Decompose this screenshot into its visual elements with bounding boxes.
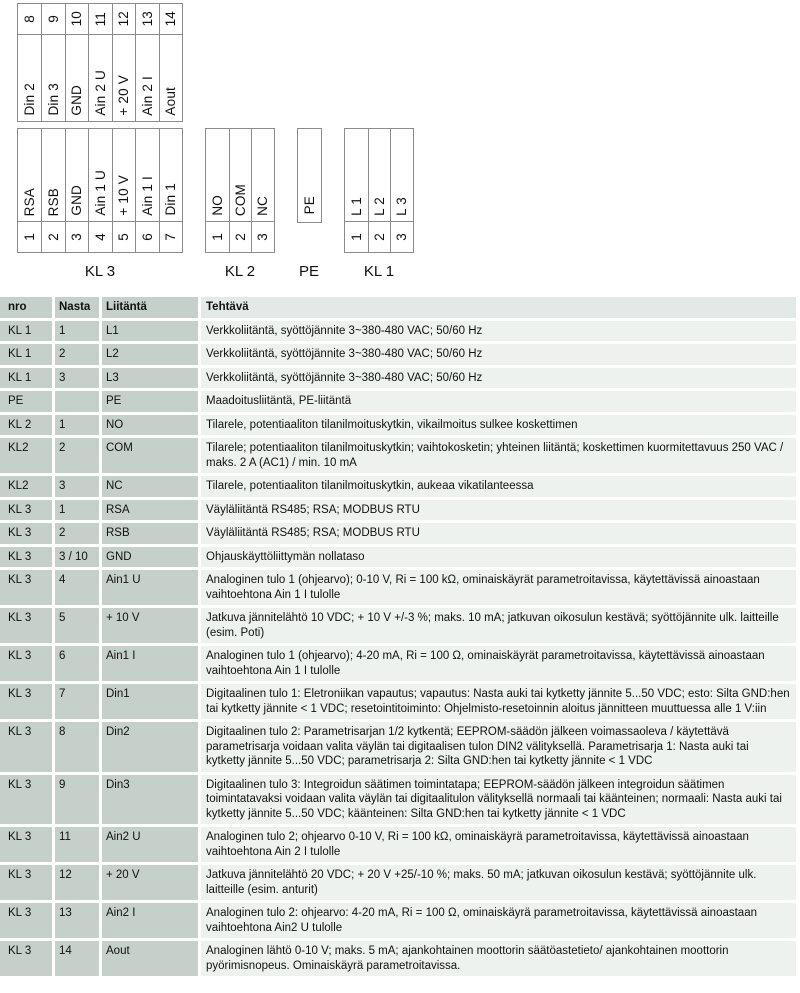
table-cell: Väyläliitäntä RS485; RSA; MODBUS RTU bbox=[201, 523, 796, 544]
terminal-label-cell-text: Din 2 bbox=[21, 83, 37, 116]
terminal-label-cell bbox=[88, 34, 111, 121]
terminal-label-cell bbox=[345, 129, 368, 221]
table-cell: 4 bbox=[55, 570, 99, 605]
terminal-number-cell bbox=[112, 4, 135, 34]
terminal-label-cell bbox=[88, 129, 111, 221]
terminal-number-cell-text: 8 bbox=[21, 15, 37, 23]
table-cell: Maadoitusliitäntä, PE-liitäntä bbox=[201, 391, 796, 412]
kl1-terminal-strip bbox=[344, 128, 414, 253]
table-cell: Din3 bbox=[102, 775, 198, 825]
table-cell: 3 bbox=[55, 368, 99, 389]
kl3-lower-terminal-strip bbox=[17, 128, 183, 253]
table-cell: Ain2 I bbox=[102, 903, 198, 938]
terminal-number-cell-text: 11 bbox=[92, 11, 108, 27]
table-cell: 7 bbox=[55, 684, 99, 719]
terminal-number-cell bbox=[41, 221, 64, 252]
table-cell: KL 3 bbox=[0, 775, 52, 825]
terminal-label-cell bbox=[159, 129, 182, 221]
table-cell: PE bbox=[0, 391, 52, 412]
table-cell: Verkkoliitäntä, syöttöjännite 3~380-480 VAC; 50/60 Hz bbox=[201, 344, 796, 365]
terminal-label-cell-text: Aout bbox=[163, 87, 179, 116]
terminal-number-cell-text: 3 bbox=[394, 233, 410, 241]
terminal-number-cell bbox=[88, 4, 111, 34]
terminal-number-cell-text: 2 bbox=[45, 233, 61, 241]
table-cell: + 10 V bbox=[102, 608, 198, 643]
table-cell: PE bbox=[102, 391, 198, 412]
pe-terminal bbox=[297, 128, 322, 223]
terminal-label-cell-text: Ain 2 I bbox=[139, 76, 155, 116]
terminal-label-cell-text: Ain 2 U bbox=[92, 70, 108, 116]
kl2-terminal-strip bbox=[205, 128, 275, 253]
terminal-label-cell-text: + 10 V bbox=[116, 175, 132, 216]
table-cell: Verkkoliitäntä, syöttöjännite 3~380-480 VAC; 50/60 Hz bbox=[201, 368, 796, 389]
terminal-number-cell-text: 2 bbox=[371, 233, 387, 241]
table-cell: KL 3 bbox=[0, 547, 52, 568]
table-cell: Ohjauskäyttöliittymän nollataso bbox=[201, 547, 796, 568]
terminal-label-cell-text: NO bbox=[209, 195, 225, 216]
table-cell: Digitaalinen tulo 2: Parametrisarjan 1/2 kytkentä; EEPROM-säädön jälkeen voimassaoleva / käytettävä parametrisarja voidaan valita väylän tai digitaalisen tulon DIN2 välityksellä. Parametrisarja 1: Nasta auki tai kytketty jännite 5...50 VDC; parametrisarja 2: Silta GND:hen tai kytketty jännite < 1 VDC bbox=[201, 722, 796, 772]
terminal-label-cell bbox=[229, 129, 252, 221]
terminal-label-cell bbox=[65, 129, 88, 221]
table-cell: Jatkuva jännitelähtö 10 VDC; + 10 V +/-3 %; maks. 10 mA; jatkuvan oikosulun kestävä; syöttöjännite ulk. laitteille (esim. Poti) bbox=[201, 608, 796, 643]
table-cell: 9 bbox=[55, 775, 99, 825]
table-cell: KL 3 bbox=[0, 646, 52, 681]
table-cell: Verkkoliitäntä, syöttöjännite 3~380-480 VAC; 50/60 Hz bbox=[201, 321, 796, 342]
terminal-number-cell bbox=[206, 221, 229, 252]
table-cell: Digitaalinen tulo 1: Eletroniikan vapautus; vapautus: Nasta auki tai kytketty jännite 5...50 VDC; esto: Silta GND:hen tai kytketty jännite < 1 VDC; resetointitoiminto: Ohjelmisto-resetoinnin aloitus jännitteen muuttuessa alle 1 V:iin bbox=[201, 684, 796, 719]
table-cell: Tilarele, potentiaaliton tilanilmoituskytkin, aukeaa vikatilanteessa bbox=[201, 476, 796, 497]
table-cell: 1 bbox=[55, 321, 99, 342]
terminal-number-cell-text: 6 bbox=[139, 233, 155, 241]
table-cell: KL 3 bbox=[0, 722, 52, 772]
table-cell: Analoginen tulo 1 (ohjearvo); 4-20 mA, Ri = 100 Ω, ominaiskäyrät parametroitavissa, käytettävissä ainoastaan vaihtoehtona Ain 1 I tulolle bbox=[201, 646, 796, 681]
table-cell: KL 1 bbox=[0, 368, 52, 389]
table-cell: 13 bbox=[55, 903, 99, 938]
terminal-number-cell-text: 12 bbox=[116, 11, 132, 27]
terminal-number-cell bbox=[65, 221, 88, 252]
table-cell: Aout bbox=[102, 941, 198, 976]
table-cell: 1 bbox=[55, 415, 99, 436]
table-cell: Tilarele, potentiaaliton tilanilmoituskytkin, vikailmoitus sulkee koskettimen bbox=[201, 415, 796, 436]
terminal-number-cell-text: 7 bbox=[163, 233, 179, 241]
table-cell: + 20 V bbox=[102, 865, 198, 900]
terminal-label-cell bbox=[112, 129, 135, 221]
terminal-number-cell bbox=[135, 221, 158, 252]
table-cell: L3 bbox=[102, 368, 198, 389]
table-cell: RSB bbox=[102, 523, 198, 544]
table-cell: Din2 bbox=[102, 722, 198, 772]
terminal-label-cell bbox=[41, 34, 64, 121]
terminal-label-cell-text: Din 1 bbox=[163, 183, 179, 216]
terminal-number-cell bbox=[18, 221, 41, 252]
terminal-number-cell bbox=[229, 221, 252, 252]
terminal-number-cell-text: 1 bbox=[348, 233, 364, 241]
table-cell: 1 bbox=[55, 500, 99, 521]
table-cell: KL2 bbox=[0, 476, 52, 497]
terminal-number-cell-text: 5 bbox=[116, 233, 132, 241]
terminal-number-cell-text: 1 bbox=[21, 233, 37, 241]
table-cell: Jatkuva jännitelähtö 20 VDC; + 20 V +25/-10 %; maks. 50 mA; jatkuvan oikosulun kestävä; syöttöjännite ulk. laitteille (esim. anturit) bbox=[201, 865, 796, 900]
table-cell: 2 bbox=[55, 438, 99, 473]
table-cell: KL 3 bbox=[0, 570, 52, 605]
strip-caption-kl2: KL 2 bbox=[224, 263, 256, 280]
table-cell: L1 bbox=[102, 321, 198, 342]
strip-caption-kl3: KL 3 bbox=[84, 263, 116, 280]
table-cell: KL 1 bbox=[0, 321, 52, 342]
terminal-label-cell-text: Ain 1 I bbox=[139, 176, 155, 216]
terminal-label-cell-text: GND bbox=[69, 185, 85, 216]
column-header: Tehtävä bbox=[201, 297, 796, 318]
table-cell: 8 bbox=[55, 722, 99, 772]
terminal-label-cell bbox=[368, 129, 391, 221]
table-cell: Analoginen lähtö 0-10 V; maks. 5 mA; ajankohtainen moottorin säätöastetieto/ ajankohtainen moottorin pyörimisnopeus. Ominaiskäyrä parametroitavissa. bbox=[201, 941, 796, 976]
terminal-label-cell-text: RSA bbox=[21, 187, 37, 216]
strip-caption-pe: PE bbox=[298, 263, 320, 280]
strip-caption-kl1: KL 1 bbox=[363, 263, 395, 280]
table-cell: NO bbox=[102, 415, 198, 436]
terminal-number-cell bbox=[41, 4, 64, 34]
table-cell: KL 3 bbox=[0, 608, 52, 643]
terminal-label-cell-text: RSB bbox=[45, 187, 61, 216]
terminal-number-cell-text: 3 bbox=[69, 233, 85, 241]
terminal-number-cell-text: 3 bbox=[255, 233, 271, 241]
table-cell: RSA bbox=[102, 500, 198, 521]
terminal-label-cell-text: L 3 bbox=[394, 197, 410, 216]
terminal-number-cell bbox=[159, 221, 182, 252]
terminal-label-cell-text: Din 3 bbox=[45, 83, 61, 116]
terminal-number-cell bbox=[345, 221, 368, 252]
table-cell: Din1 bbox=[102, 684, 198, 719]
terminal-label-cell bbox=[18, 129, 41, 221]
column-header: Nasta bbox=[55, 297, 99, 318]
table-cell: Ain2 U bbox=[102, 827, 198, 862]
table-cell: 2 bbox=[55, 344, 99, 365]
terminal-number-cell-text: 10 bbox=[69, 11, 85, 27]
table-cell: 12 bbox=[55, 865, 99, 900]
terminal-number-cell bbox=[159, 4, 182, 34]
terminal-label-cell bbox=[159, 34, 182, 121]
terminal-label-cell-text: L 1 bbox=[348, 197, 364, 216]
table-cell: KL 2 bbox=[0, 415, 52, 436]
table-cell: KL 3 bbox=[0, 523, 52, 544]
terminal-label-cell bbox=[206, 129, 229, 221]
terminal-number-cell bbox=[390, 221, 413, 252]
table-cell: Analoginen tulo 1 (ohjearvo); 0-10 V, Ri = 100 kΩ, ominaiskäyrät parametroitavissa, käytettävissä ainoastaan vaihtoehtona Ain 1 I tulolle bbox=[201, 570, 796, 605]
terminal-number-cell-text: 9 bbox=[45, 15, 61, 23]
terminal-number-cell bbox=[112, 221, 135, 252]
terminal-diagram bbox=[0, 0, 800, 292]
terminal-label-cell bbox=[65, 34, 88, 121]
terminal-label-cell bbox=[251, 129, 274, 221]
table-cell: 3 bbox=[55, 476, 99, 497]
terminal-number-cell bbox=[251, 221, 274, 252]
table-cell: KL2 bbox=[0, 438, 52, 473]
terminal-label-cell bbox=[135, 129, 158, 221]
terminal-number-cell-text: 1 bbox=[209, 233, 225, 241]
column-header: Liitäntä bbox=[102, 297, 198, 318]
table-cell: KL 3 bbox=[0, 865, 52, 900]
table-cell: 3 / 10 bbox=[55, 547, 99, 568]
terminal-label-cell-text: L 2 bbox=[371, 197, 387, 216]
terminal-number-cell bbox=[18, 4, 41, 34]
table-cell: KL 3 bbox=[0, 684, 52, 719]
table-cell: KL 1 bbox=[0, 344, 52, 365]
terminal-label-cell-text: GND bbox=[69, 85, 85, 116]
table-cell: NC bbox=[102, 476, 198, 497]
table-cell: 6 bbox=[55, 646, 99, 681]
table-cell: KL 3 bbox=[0, 941, 52, 976]
terminal-label-cell bbox=[41, 129, 64, 221]
pe-terminal-label: PE bbox=[301, 195, 317, 214]
table-cell: L2 bbox=[102, 344, 198, 365]
terminal-function-table bbox=[0, 297, 796, 976]
table-cell: Analoginen tulo 2; ohjearvo 0-10 V, Ri = 100 kΩ, ominaiskäyrä parametroitavissa, käytettävissä ainoastaan vaihtoehtona Ain 2 I tulolle bbox=[201, 827, 796, 862]
terminal-label-cell bbox=[390, 129, 413, 221]
terminal-label-cell-text: NC bbox=[255, 196, 271, 216]
terminal-label-cell bbox=[18, 34, 41, 121]
table-cell: Digitaalinen tulo 3: Integroidun säätimen toimintatapa; EEPROM-säädön jälkeen integroidun säätimen toimintatavaksi voidaan valita väylän tai digitaalitulon välityksellä normaali tai käänteinen; normaali: Nasta auki tai kytketty jännite 5...50 VDC; käänteinen: Silta GND:hen tai kytketty jännite < 1 VDC bbox=[201, 775, 796, 825]
table-cell: Tilarele; potentiaaliton tilanilmoituskytkin; vaihtokosketin; yhteinen liitäntä; koskettimen kuormitettavuus 250 VAC / maks. 2 A (AC1) / min. 10 mA bbox=[201, 438, 796, 473]
terminal-label-cell bbox=[135, 34, 158, 121]
terminal-number-cell bbox=[135, 4, 158, 34]
terminal-number-cell-text: 4 bbox=[92, 233, 108, 241]
table-cell: KL 3 bbox=[0, 827, 52, 862]
terminal-number-cell bbox=[65, 4, 88, 34]
table-cell bbox=[55, 391, 99, 412]
table-cell: Ain1 I bbox=[102, 646, 198, 681]
table-cell: GND bbox=[102, 547, 198, 568]
kl3-upper-terminal-strip bbox=[17, 3, 183, 122]
column-header: nro bbox=[0, 297, 52, 318]
table-cell: 11 bbox=[55, 827, 99, 862]
terminal-label-cell-text: COM bbox=[232, 183, 248, 216]
terminal-number-cell bbox=[88, 221, 111, 252]
terminal-label-cell-text: Ain 1 U bbox=[92, 170, 108, 216]
terminal-number-cell bbox=[368, 221, 391, 252]
terminal-number-cell-text: 2 bbox=[232, 233, 248, 241]
terminal-label-cell-text: + 20 V bbox=[116, 75, 132, 116]
table-cell: 5 bbox=[55, 608, 99, 643]
table-cell: 2 bbox=[55, 523, 99, 544]
table-cell: KL 3 bbox=[0, 500, 52, 521]
table-cell: KL 3 bbox=[0, 903, 52, 938]
table-cell: Ain1 U bbox=[102, 570, 198, 605]
terminal-label-cell bbox=[112, 34, 135, 121]
table-cell: Väyläliitäntä RS485; RSA; MODBUS RTU bbox=[201, 500, 796, 521]
table-cell: 14 bbox=[55, 941, 99, 976]
table-cell: COM bbox=[102, 438, 198, 473]
terminal-number-cell-text: 13 bbox=[139, 11, 155, 27]
table-cell: Analoginen tulo 2: ohjearvo: 4-20 mA, Ri = 100 Ω, ominaiskäyrä parametroitavissa, käytettävissä ainoastaan vaihtoehtona Ain2 U tulolle bbox=[201, 903, 796, 938]
terminal-number-cell-text: 14 bbox=[163, 11, 179, 27]
